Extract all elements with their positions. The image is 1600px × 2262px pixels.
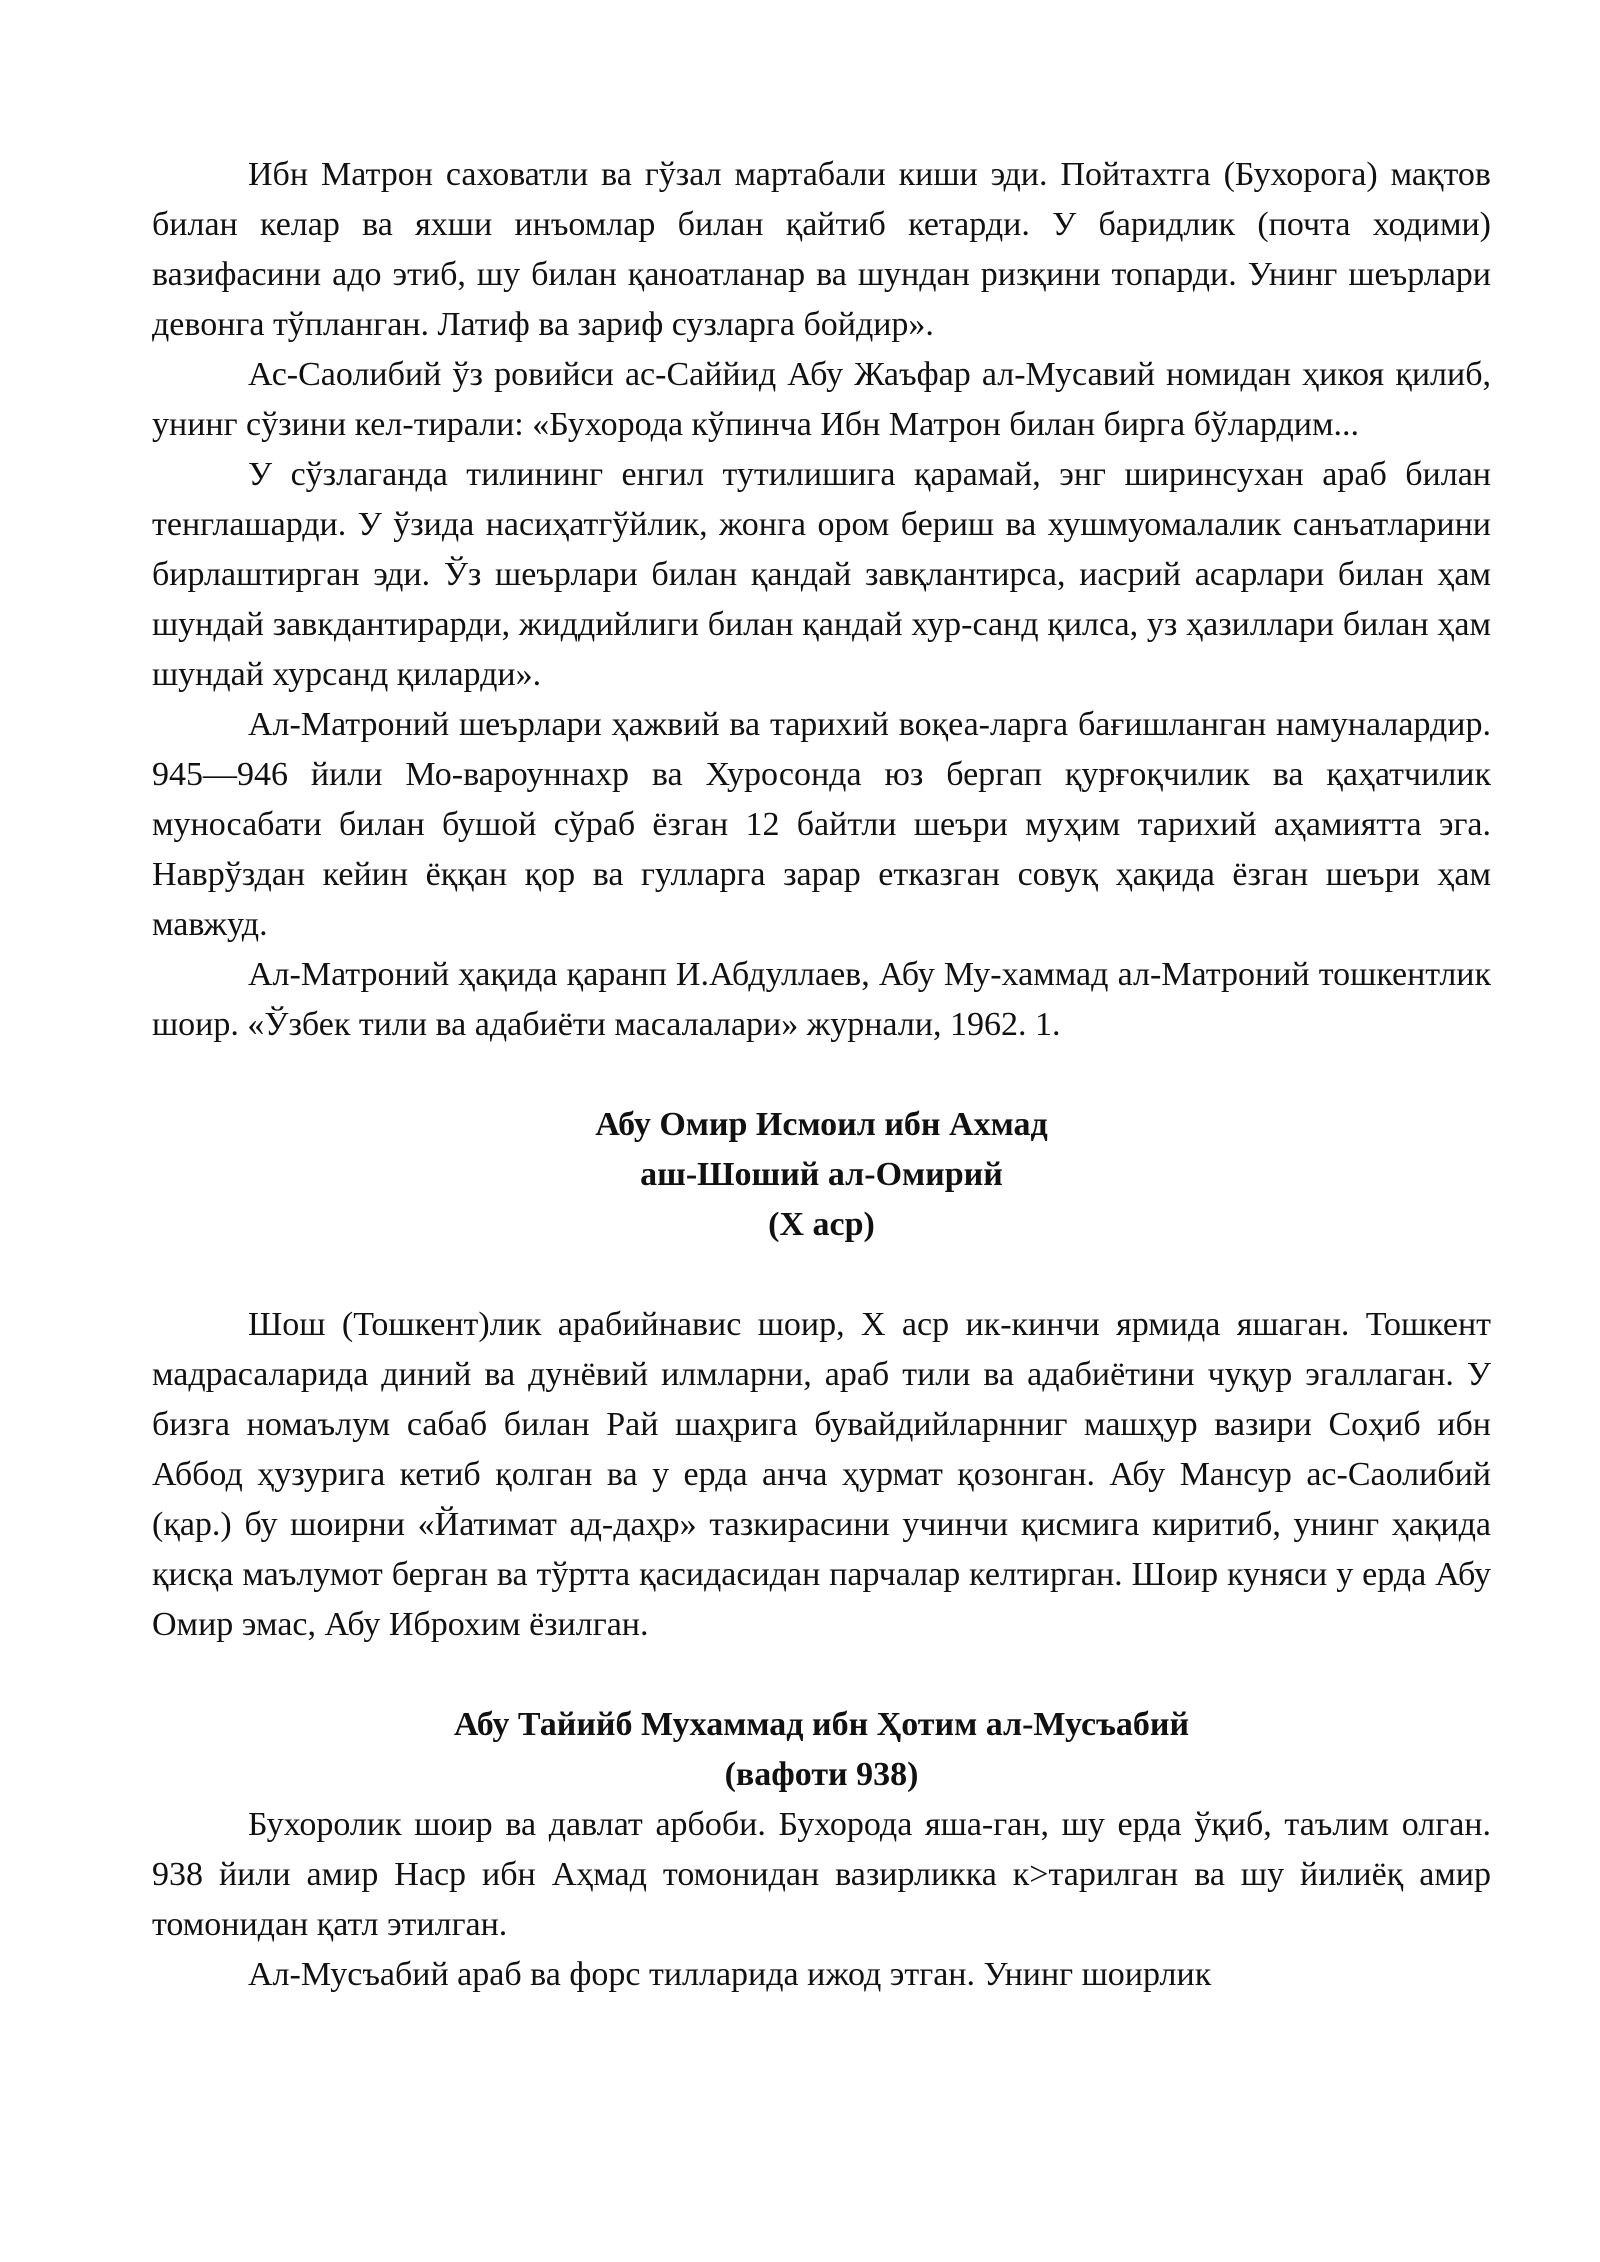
body-paragraph: Ал-Матроний ҳақида қаранп И.Абдуллаев, Абу Му-хаммад ал-Матроний тошкентлик шоир. «Ўзбек тили ва адабиёти масалалари» журнали, 1962. 1. xyxy=(152,956,1491,1043)
body-paragraph: У сўзлаганда тилининг енгил тутилишига қарамай, энг ширинсухан араб билан тенглашарди. У ўзида насиҳатгўйлик, жонга ором бериш ва хушмуомалалик санъатларини бирлаштирган эди. Ўз шеърлари билан қандай завқлантирса, иасрий асарлари билан ҳам шундай завкдантирарди, жиддийлиги билан қандай хур-санд қилса, уз ҳазиллари билан ҳам шундай хурсанд қиларди». xyxy=(152,456,1491,693)
heading-line: аш-Шоший ал-Омирий xyxy=(640,1156,1003,1193)
heading-line: Абу Омир Исмоил ибн Ахмад xyxy=(595,1106,1048,1143)
body-paragraph: Бухоролик шоир ва давлат арбоби. Бухорода яша-ган, шу ерда ўқиб, таълим олган. 938 йили амир Наср ибн Аҳмад томонидан вазирликка к>тарилган ва шу йилиёқ амир томонидан қатл этилган. xyxy=(152,1806,1491,1943)
body-paragraph: Ал-Мусъабий араб ва форс тилларида ижод этган. Унинг шоирлик xyxy=(248,1956,1212,1993)
heading-line: (X аср) xyxy=(768,1206,875,1243)
body-paragraph: Ибн Матрон саховатли ва гўзал мартабали киши эди. Пойтахтга (Бухорога) мақтов билан келар ва яхши инъомлар билан қайтиб кетарди. У баридлик (почта ходими) вазифасини адо этиб, шу билан қаноатланар ва шундан ризқини топарди. Унинг шеърлари девонга тўпланган. Латиф ва зариф сузларга бойдир». xyxy=(152,156,1491,343)
body-paragraph: Ас-Саолибий ўз ровийси ас-Саййид Абу Жаъфар ал-Мусавий номидан ҳикоя қилиб, унинг сўзини кел-тирали: «Бухорода кўпинча Ибн Матрон билан бирга бўлардим... xyxy=(152,356,1491,443)
section-heading-musabiy xyxy=(152,1700,1491,1800)
heading-line: Абу Тайийб Мухаммад ибн Ҳотим ал-Мусъабий xyxy=(453,1706,1190,1743)
document-page xyxy=(152,150,1491,2000)
section-heading-shoshiy xyxy=(152,1100,1491,1250)
body-paragraph: Ал-Матроний шеърлари ҳажвий ва тарихий воқеа-ларга бағишланган намуналардир. 945—946 йили Мо-вароуннахр ва Хуросонда юз бергап қурғоқчилик ва қаҳатчилик муносабати билан бушой сўраб ёзган 12 байтли шеъри муҳим тарихий аҳамиятта эга. Наврўздан кейин ёққан қор ва гулларга зарар етказган совуқ ҳақида ёзган шеъри ҳам мавжуд. xyxy=(152,706,1491,943)
intro-section xyxy=(152,150,1491,1050)
heading-line: (вафоти 938) xyxy=(724,1756,919,1793)
musabiy-section xyxy=(152,1800,1491,2000)
body-paragraph: Шош (Тошкент)лик арабийнавис шоир, X аср ик-кинчи ярмида яшаган. Тошкент мадрасаларида диний ва дунёвий илмларни, араб тили ва адабиётини чуқур эгаллаган. У бизга номаълум сабаб билан Рай шаҳрига бувайдийларнниг машҳур вазири Соҳиб ибн Аббод ҳузурига кетиб қолган ва у ерда анча ҳурмат қозонган. Абу Мансур ас-Саолибий (қар.) бу шоирни «Йатимат ад-даҳр» тазкирасини учинчи қисмига киритиб, унинг ҳақида қисқа маълумот берган ва тўртта қасидасидан парчалар келтирган. Шоир куняси у ерда Абу Омир эмас, Абу Иброхим ёзилган. xyxy=(152,1306,1491,1643)
shoshiy-section xyxy=(152,1300,1491,1650)
